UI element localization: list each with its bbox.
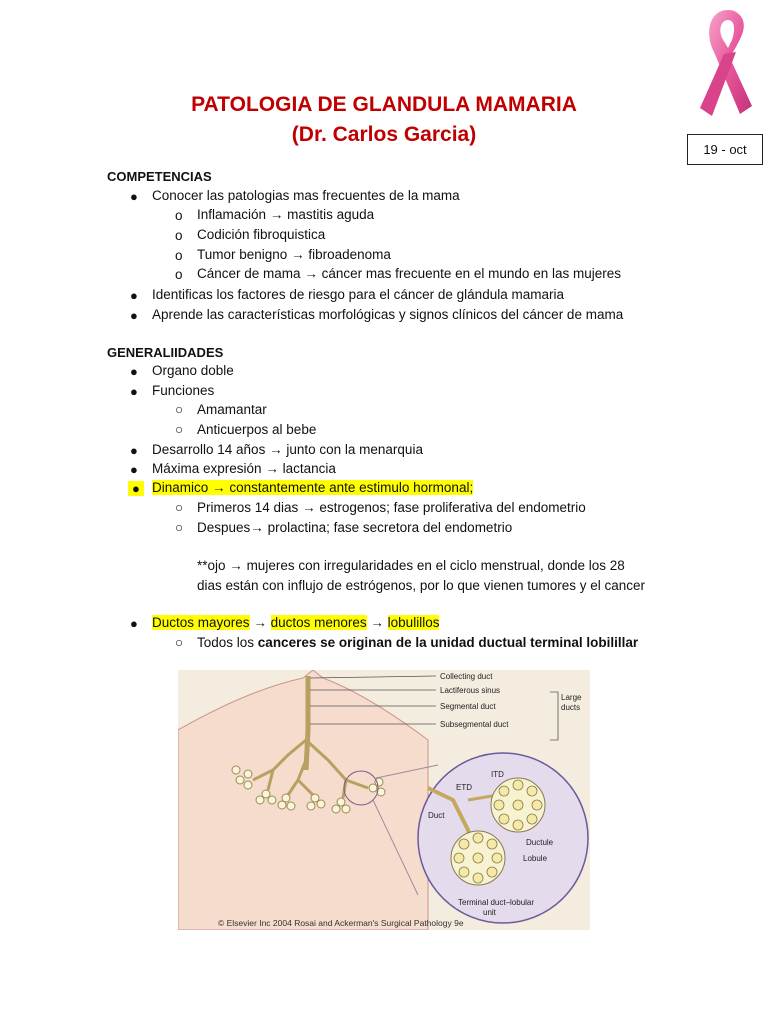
list-item-highlighted: Dinamico → constantemente ante estimulo hormonal; <box>152 480 474 495</box>
sub-bullet-icon: o <box>175 228 183 243</box>
sub-bullet-icon: ○ <box>175 402 184 417</box>
list-item: Organo doble <box>152 363 234 378</box>
sub-bullet-icon: ○ <box>175 635 184 650</box>
arrow-icon: → <box>302 500 316 515</box>
bullet-icon: ● <box>128 481 144 496</box>
label-subsegmental-duct: Subsegmental duct <box>440 720 509 729</box>
label-tdlu: Terminal duct–lobular <box>458 898 535 907</box>
sub-list-item: Cáncer de mama → cáncer mas frecuente en el mundo en las mujeres <box>197 266 621 281</box>
bullet-icon: ● <box>130 288 138 303</box>
label-segmental-duct: Segmental duct <box>440 702 496 711</box>
page-title: PATOLOGIA DE GLANDULA MAMARIA <box>191 93 577 116</box>
list-item: Aprende las características morfológicas y signos clínicos del cáncer de mama <box>152 307 624 322</box>
label-etd: ETD <box>456 783 472 792</box>
sub-list-item: Tumor benigno → fibroadenoma <box>197 247 391 262</box>
label-large: Large <box>561 693 582 702</box>
section-heading-competencias: COMPETENCIAS <box>107 169 212 184</box>
label-lobule: Lobule <box>523 854 548 863</box>
label-collecting-duct: Collecting duct <box>440 672 493 681</box>
arrow-icon: → <box>265 461 279 476</box>
list-item: Funciones <box>152 383 215 398</box>
label-ducts: ducts <box>561 703 581 712</box>
arrow-icon: → <box>250 520 264 535</box>
bullet-icon: ● <box>130 308 138 323</box>
label-duct: Duct <box>428 811 445 820</box>
sub-bullet-icon: ○ <box>175 520 184 535</box>
bullet-icon: ● <box>130 462 138 477</box>
bullet-icon: ● <box>130 384 138 399</box>
sub-list-item: Anticuerpos al bebe <box>197 422 317 437</box>
note-line: dias están con influjo de estrógenos, por lo que vienen tumores y el cancer <box>197 578 646 593</box>
section-heading-generalidades: GENERALIIDADES <box>107 345 224 360</box>
list-item-highlighted: Ductos mayores → ductos menores → lobulillos <box>152 615 440 630</box>
list-item: Desarrollo 14 años → junto con la menarquia <box>152 442 423 457</box>
arrow-icon: → <box>304 266 318 281</box>
label-lactiferous-sinus: Lactiferous sinus <box>440 686 501 695</box>
sub-bullet-icon: o <box>175 267 183 282</box>
arrow-icon: → <box>269 207 284 222</box>
label-itd: ITD <box>491 770 504 779</box>
breast-duct-diagram <box>178 670 590 930</box>
sub-list-item: Codición fibroquistica <box>197 227 326 242</box>
sub-list-item: Primeros 14 dias → estrogenos; fase proliferativa del endometrio <box>197 500 586 515</box>
list-item: Conocer las patologias mas frecuentes de la mama <box>152 188 460 203</box>
list-item: Máxima expresión → lactancia <box>152 461 336 476</box>
bullet-icon: ● <box>130 364 138 379</box>
sub-list-item: Inflamación → mastitis aguda <box>197 207 375 222</box>
arrow-icon: → <box>212 480 226 495</box>
sub-bullet-icon: o <box>175 208 183 223</box>
arrow-icon: → <box>269 442 283 457</box>
sub-list-item: Despues→ prolactina; fase secretora del endometrio <box>197 520 513 535</box>
arrow-icon: → <box>229 558 243 573</box>
sub-bullet-icon: ○ <box>175 422 184 437</box>
note-line: **ojo → mujeres con irregularidades en el ciclo menstrual, donde los 28 <box>197 558 625 573</box>
bullet-icon: ● <box>130 616 138 631</box>
date-box: 19 - oct <box>687 134 763 165</box>
arrow-icon: → <box>291 247 305 262</box>
figure-caption: © Elsevier Inc 2004 Rosai and Ackerman's Surgical Pathology 9e <box>218 918 464 928</box>
sub-list-item: Amamantar <box>197 402 267 417</box>
page-subtitle: (Dr. Carlos Garcia) <box>291 123 477 146</box>
bullet-icon: ● <box>130 443 138 458</box>
sub-list-item: Todos los canceres se originan de la unidad ductual terminal lobilillar <box>197 635 639 650</box>
sub-bullet-icon: ○ <box>175 500 184 515</box>
arrow-icon: → <box>253 615 267 630</box>
arrow-icon: → <box>370 615 384 630</box>
bullet-icon: ● <box>130 189 138 204</box>
list-item: Identificas los factores de riesgo para el cáncer de glándula mamaria <box>152 287 564 302</box>
label-ductule: Ductule <box>526 838 554 847</box>
sub-bullet-icon: o <box>175 248 183 263</box>
label-tdlu-unit: unit <box>483 908 496 917</box>
